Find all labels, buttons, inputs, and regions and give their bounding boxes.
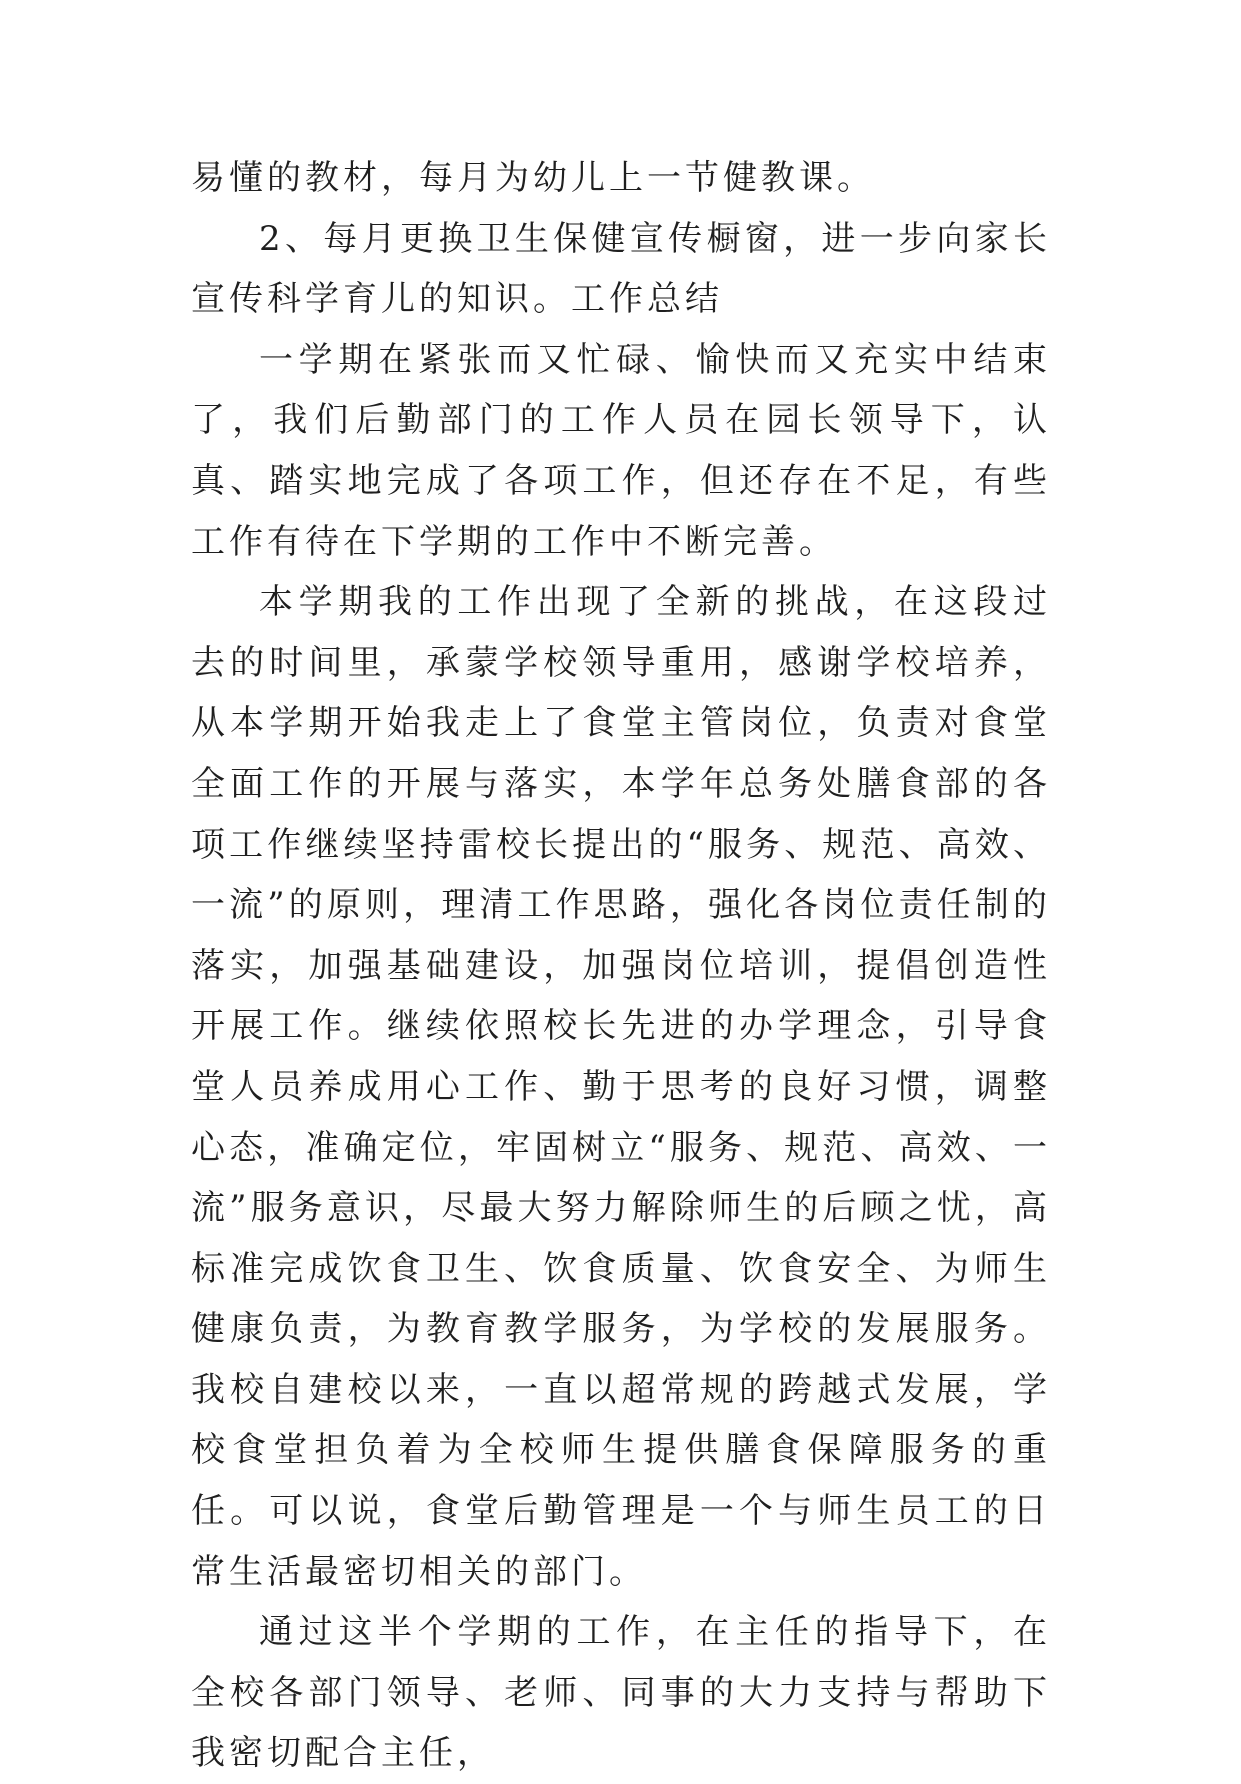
paragraph-continuation: 易懂的教材，每月为幼儿上一节健教课。	[191, 158, 875, 198]
document-body	[191, 148, 1051, 1784]
paragraph-half-semester: 通过这半个学期的工作，在主任的指导下，在全校各部门领导、老师、同事的大力支持与帮助下我密切配合主任，	[191, 1612, 1051, 1774]
paragraph-semester-work: 本学期我的工作出现了全新的挑战，在这段过去的时间里，承蒙学校领导重用，感谢学校培养，从本学期开始我走上了食堂主管岗位，负责对食堂全面工作的开展与落实，本学年总务处膳食部的各项工作继续坚持雷校长提出的“服务、规范、高效、一流”的原则，理清工作思路，强化各岗位责任制的落实，加强基础建设，加强岗位培训，提倡创造性开展工作。继续依照校长先进的办学理念，引导食堂人员养成用心工作、勤于思考的良好习惯，调整心态，准确定位，牢固树立“服务、规范、高效、一流”服务意识，尽最大努力解除师生的后顾之忧，高标准完成饮食卫生、饮食质量、饮食安全、为师生健康负责，为教育教学服务，为学校的发展服务。我校自建校以来，一直以超常规的跨越式发展，学校食堂担负着为全校师生提供膳食保障服务的重任。可以说，食堂后勤管理是一个与师生员工的日常生活最密切相关的部门。	[191, 582, 1051, 1592]
paragraph-summary-intro: 一学期在紧张而又忙碌、愉快而又充实中结束了，我们后勤部门的工作人员在园长领导下，认真、踏实地完成了各项工作，但还存在不足，有些工作有待在下学期的工作中不断完善。	[191, 339, 1051, 562]
paragraph-item-2: 2、每月更换卫生保健宣传橱窗，进一步向家长宣传科学育儿的知识。工作总结	[191, 218, 1051, 320]
